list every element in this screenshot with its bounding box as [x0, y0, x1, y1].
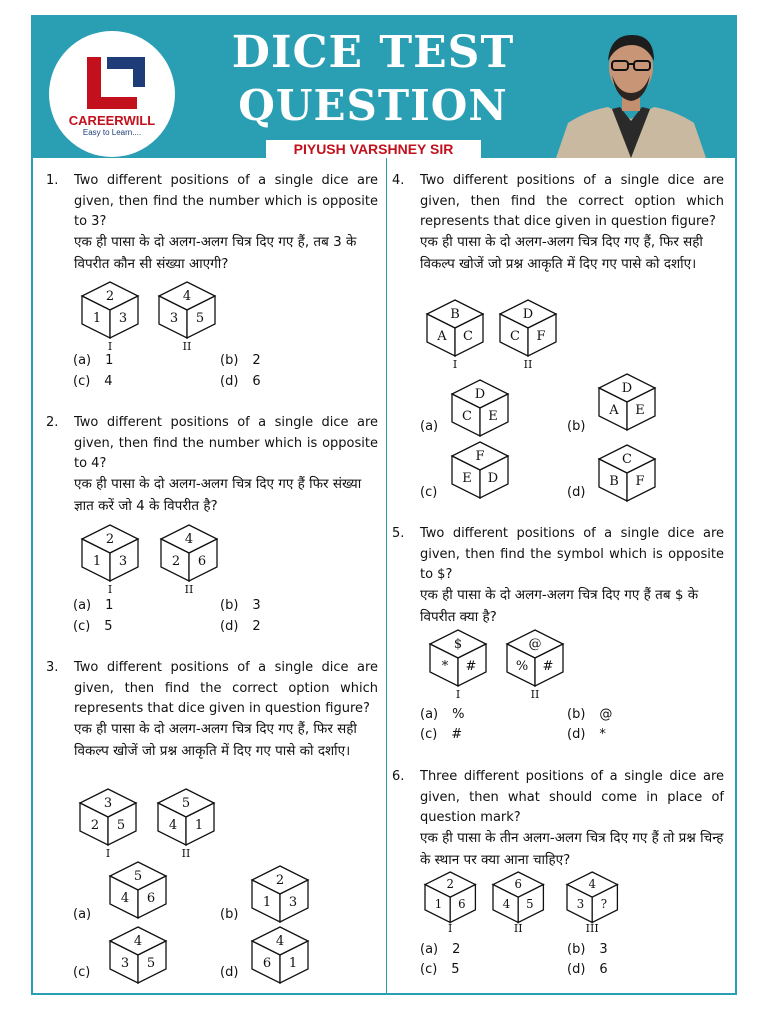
answer-option[interactable]: [567, 485, 585, 500]
answer-option[interactable]: [420, 942, 460, 957]
option-dice-figure: [108, 860, 168, 920]
page-title-line2: QUESTION: [238, 81, 508, 130]
option-key: (a): [73, 907, 92, 922]
dice-left-value: 3: [576, 897, 585, 911]
option-key: (d): [567, 727, 586, 742]
dice-left-value: A: [437, 329, 447, 344]
dice-left-value: 1: [92, 554, 102, 569]
option-key: (b): [567, 707, 586, 722]
question-dice-figure: [565, 870, 619, 924]
dice-top-value: C: [622, 452, 632, 467]
option-key: (c): [73, 965, 91, 980]
answer-option[interactable]: [420, 707, 464, 722]
question-text-hindi: एक ही पासा के दो अलग-अलग चित्र दिए गए हैं फिर संख्या ज्ञात करें जो 4 के विपरीत है?: [74, 476, 362, 514]
question-dice-figure: [423, 870, 477, 924]
question-number: 5.: [392, 526, 405, 541]
question-text-hindi: एक ही पासा के दो अलग-अलग चित्र दिए गए हैं, फिर सही विकल्प खोजें जो प्रश्न आकृति में दिए गए पासे को दर्शाए।: [420, 234, 703, 272]
question-text-hindi: एक ही पासा के दो अलग-अलग चित्र दिए गए हैं तब $ के विपरीत क्या है?: [420, 587, 699, 625]
dice-left-value: 1: [92, 311, 102, 326]
dice-left-value: %: [515, 659, 529, 674]
answer-option[interactable]: [220, 353, 261, 368]
option-key: (b): [220, 598, 239, 613]
figure-label: III: [585, 922, 599, 935]
answer-option[interactable]: [420, 485, 437, 500]
figure-label: I: [105, 847, 111, 860]
answer-option[interactable]: [567, 962, 608, 977]
figure-label: I: [455, 688, 461, 701]
dice-right-value: 1: [194, 818, 204, 833]
answer-option[interactable]: [567, 727, 606, 742]
question-number: 2.: [46, 415, 59, 430]
question-text-hindi: एक ही पासा के तीन अलग-अलग चित्र दिए गए हैं तो प्रश्न चिन्ह के स्थान पर क्या आना चाहिए?: [420, 830, 724, 868]
header-banner: [33, 17, 735, 158]
option-value: #: [451, 727, 463, 742]
option-key: (d): [220, 619, 239, 634]
dice-right-value: 6: [146, 891, 156, 906]
dice-top-value: 4: [133, 934, 143, 949]
dice-right-value: D: [487, 471, 499, 486]
dice-left-value: 4: [168, 818, 178, 833]
dice-right-value: #: [542, 659, 554, 674]
option-value: 3: [252, 598, 261, 613]
option-key: (d): [567, 485, 586, 500]
question-dice-figure: [498, 298, 558, 358]
dice-top-value: 4: [588, 877, 596, 892]
dice-top-value: 2: [446, 877, 454, 892]
answer-option[interactable]: [420, 419, 438, 434]
figure-label: I: [107, 340, 113, 353]
answer-option[interactable]: [567, 707, 612, 722]
answer-option[interactable]: [73, 907, 91, 922]
dice-left-value: 1: [262, 895, 272, 910]
option-key: (a): [73, 598, 92, 613]
question-text-english: Two different positions of a single dice are given, then find the number which is opposite to 3?: [74, 173, 378, 229]
option-value: 1: [105, 353, 114, 368]
dice-left-value: B: [609, 474, 619, 489]
brand-name: CAREERWILL: [68, 113, 156, 128]
question-number: 3.: [46, 660, 59, 675]
dice-right-value: 5: [195, 311, 205, 326]
dice-top-value: 4: [275, 934, 285, 949]
figure-label: I: [107, 583, 113, 596]
dice-top-value: D: [474, 387, 486, 402]
figure-label: II: [530, 688, 540, 701]
question-text-hindi: एक ही पासा के दो अलग-अलग चित्र दिए गए हैं, फिर सही विकल्प खोजें जो प्रश्न आकृति में दिए गए पासे को दर्शाए।: [74, 721, 357, 759]
dice-top-value: 4: [184, 532, 194, 547]
option-key: (d): [220, 374, 239, 389]
dice-right-value: E: [488, 409, 498, 424]
question-dice-figure: [505, 628, 565, 688]
option-key: (b): [220, 907, 239, 922]
option-value: 1: [105, 598, 114, 613]
answer-option[interactable]: [220, 965, 238, 980]
option-dice-figure: [450, 440, 510, 500]
option-dice-figure: [108, 925, 168, 985]
option-key: (d): [567, 962, 586, 977]
column-divider: [386, 158, 387, 994]
dice-right-value: E: [635, 403, 645, 418]
answer-option[interactable]: [73, 598, 113, 613]
dice-top-value: 2: [105, 532, 115, 547]
dice-right-value: 1: [288, 956, 298, 971]
question-dice-figure: [428, 628, 488, 688]
figure-label: II: [523, 358, 533, 371]
option-value: %: [452, 707, 465, 722]
answer-option[interactable]: [567, 942, 608, 957]
option-dice-figure: [597, 372, 657, 432]
dice-right-value: 6: [458, 897, 466, 911]
option-value: 3: [599, 942, 608, 957]
option-value: 6: [599, 962, 608, 977]
brand-tagline: Easy to Learn....: [82, 128, 142, 137]
option-dice-figure: [250, 864, 310, 924]
question-dice-figure: [80, 280, 140, 340]
dice-left-value: 1: [434, 897, 443, 911]
dice-top-value: @: [528, 637, 542, 652]
question-dice-figure: [78, 787, 138, 847]
question-dice-figure: [425, 298, 485, 358]
option-value: 5: [104, 619, 113, 634]
option-value: 2: [452, 942, 461, 957]
question-text-english: Three different positions of a single dice are given, then what should come in place of question mark?: [420, 769, 724, 825]
dice-left-value: C: [462, 409, 472, 424]
option-value: 6: [252, 374, 261, 389]
dice-right-value: 3: [288, 895, 298, 910]
dice-right-value: 5: [526, 897, 534, 911]
dice-right-value: F: [536, 329, 546, 344]
option-key: (b): [567, 419, 586, 434]
figure-label: II: [182, 340, 192, 353]
figure-label: I: [448, 922, 453, 935]
dice-left-value: *: [441, 659, 449, 674]
option-value: @: [599, 707, 613, 722]
answer-option[interactable]: [73, 965, 90, 980]
dice-left-value: 2: [171, 554, 181, 569]
question-text-english: Two different positions of a single dice are given, then find the symbol which is opposite to $?: [420, 526, 724, 582]
option-key: (d): [220, 965, 239, 980]
answer-option[interactable]: [420, 727, 462, 742]
dice-top-value: F: [475, 449, 485, 464]
question-dice-figure: [159, 523, 219, 583]
question-number: 6.: [392, 769, 405, 784]
dice-right-value: ?: [600, 897, 608, 911]
option-value: 4: [104, 374, 113, 389]
dice-top-value: 2: [105, 289, 115, 304]
dice-top-value: D: [522, 307, 534, 322]
dice-top-value: 6: [514, 877, 522, 892]
dice-top-value: 5: [133, 869, 143, 884]
dice-right-value: 3: [118, 554, 128, 569]
dice-left-value: E: [462, 471, 472, 486]
answer-option[interactable]: [73, 619, 113, 634]
answer-option[interactable]: [220, 598, 261, 613]
option-value: 2: [252, 619, 261, 634]
dice-left-value: 4: [120, 891, 130, 906]
page-title-line1: DICE TEST: [231, 27, 515, 78]
question-number: 4.: [392, 173, 405, 188]
option-dice-figure: [450, 378, 510, 438]
question-number: 1.: [46, 173, 59, 188]
dice-right-value: 5: [146, 956, 156, 971]
dice-top-value: 4: [182, 289, 192, 304]
option-key: (c): [73, 619, 91, 634]
dice-top-value: B: [450, 307, 460, 322]
option-dice-figure: [250, 925, 310, 985]
question-text-english: Two different positions of a single dice are given, then find the number which is opposite to 4?: [74, 415, 378, 471]
dice-right-value: #: [465, 659, 477, 674]
dice-left-value: 2: [90, 818, 100, 833]
dice-left-value: 6: [262, 956, 272, 971]
option-key: (a): [420, 942, 439, 957]
dice-left-value: C: [510, 329, 520, 344]
dice-left-value: A: [609, 403, 619, 418]
dice-left-value: 3: [120, 956, 130, 971]
option-key: (a): [73, 353, 92, 368]
careerwill-logo-icon: [49, 31, 175, 157]
teacher-photo: [546, 23, 716, 158]
option-key: (b): [567, 942, 586, 957]
dice-top-value: $: [453, 637, 463, 652]
option-key: (c): [420, 727, 438, 742]
careerwill-logo: [49, 31, 175, 157]
dice-right-value: 6: [197, 554, 207, 569]
figure-label: I: [452, 358, 458, 371]
question-dice-figure: [156, 787, 216, 847]
option-key: (a): [420, 707, 439, 722]
dice-left-value: 4: [502, 897, 511, 911]
answer-option[interactable]: [220, 907, 238, 922]
option-key: (a): [420, 419, 439, 434]
dice-top-value: 2: [275, 873, 285, 888]
option-key: (c): [73, 374, 91, 389]
option-key: (b): [220, 353, 239, 368]
answer-option[interactable]: [73, 374, 113, 389]
author-badge: PIYUSH VARSHNEY SIR: [266, 140, 481, 158]
dice-right-value: F: [635, 474, 645, 489]
dice-right-value: C: [463, 329, 473, 344]
question-dice-figure: [80, 523, 140, 583]
answer-option[interactable]: [420, 962, 460, 977]
figure-label: II: [181, 847, 191, 860]
dice-right-value: 3: [118, 311, 128, 326]
option-key: (c): [420, 485, 438, 500]
answer-option[interactable]: [220, 619, 261, 634]
option-key: (c): [420, 962, 438, 977]
question-text-english: Two different positions of a single dice are given, then find the correct option which represents that dice given in question figure?: [74, 660, 378, 716]
option-dice-figure: [597, 443, 657, 503]
option-value: *: [599, 727, 606, 742]
dice-top-value: 5: [181, 796, 191, 811]
dice-top-value: 3: [103, 796, 113, 811]
dice-top-value: D: [621, 381, 633, 396]
answer-option[interactable]: [220, 374, 261, 389]
question-text-english: Two different positions of a single dice are given, then find the correct option which represents that dice given in question figure?: [420, 173, 724, 229]
question-dice-figure: [157, 280, 217, 340]
figure-label: II: [184, 583, 194, 596]
option-value: 2: [252, 353, 261, 368]
question-dice-figure: [491, 870, 545, 924]
option-value: 5: [451, 962, 460, 977]
question-text-hindi: एक ही पासा के दो अलग-अलग चित्र दिए गए हैं, तब 3 के विपरीत कौन सी संख्या आएगी?: [74, 234, 357, 272]
answer-option[interactable]: [567, 419, 585, 434]
dice-right-value: 5: [116, 818, 126, 833]
answer-option[interactable]: [73, 353, 113, 368]
dice-left-value: 3: [169, 311, 179, 326]
figure-label: II: [513, 922, 523, 935]
